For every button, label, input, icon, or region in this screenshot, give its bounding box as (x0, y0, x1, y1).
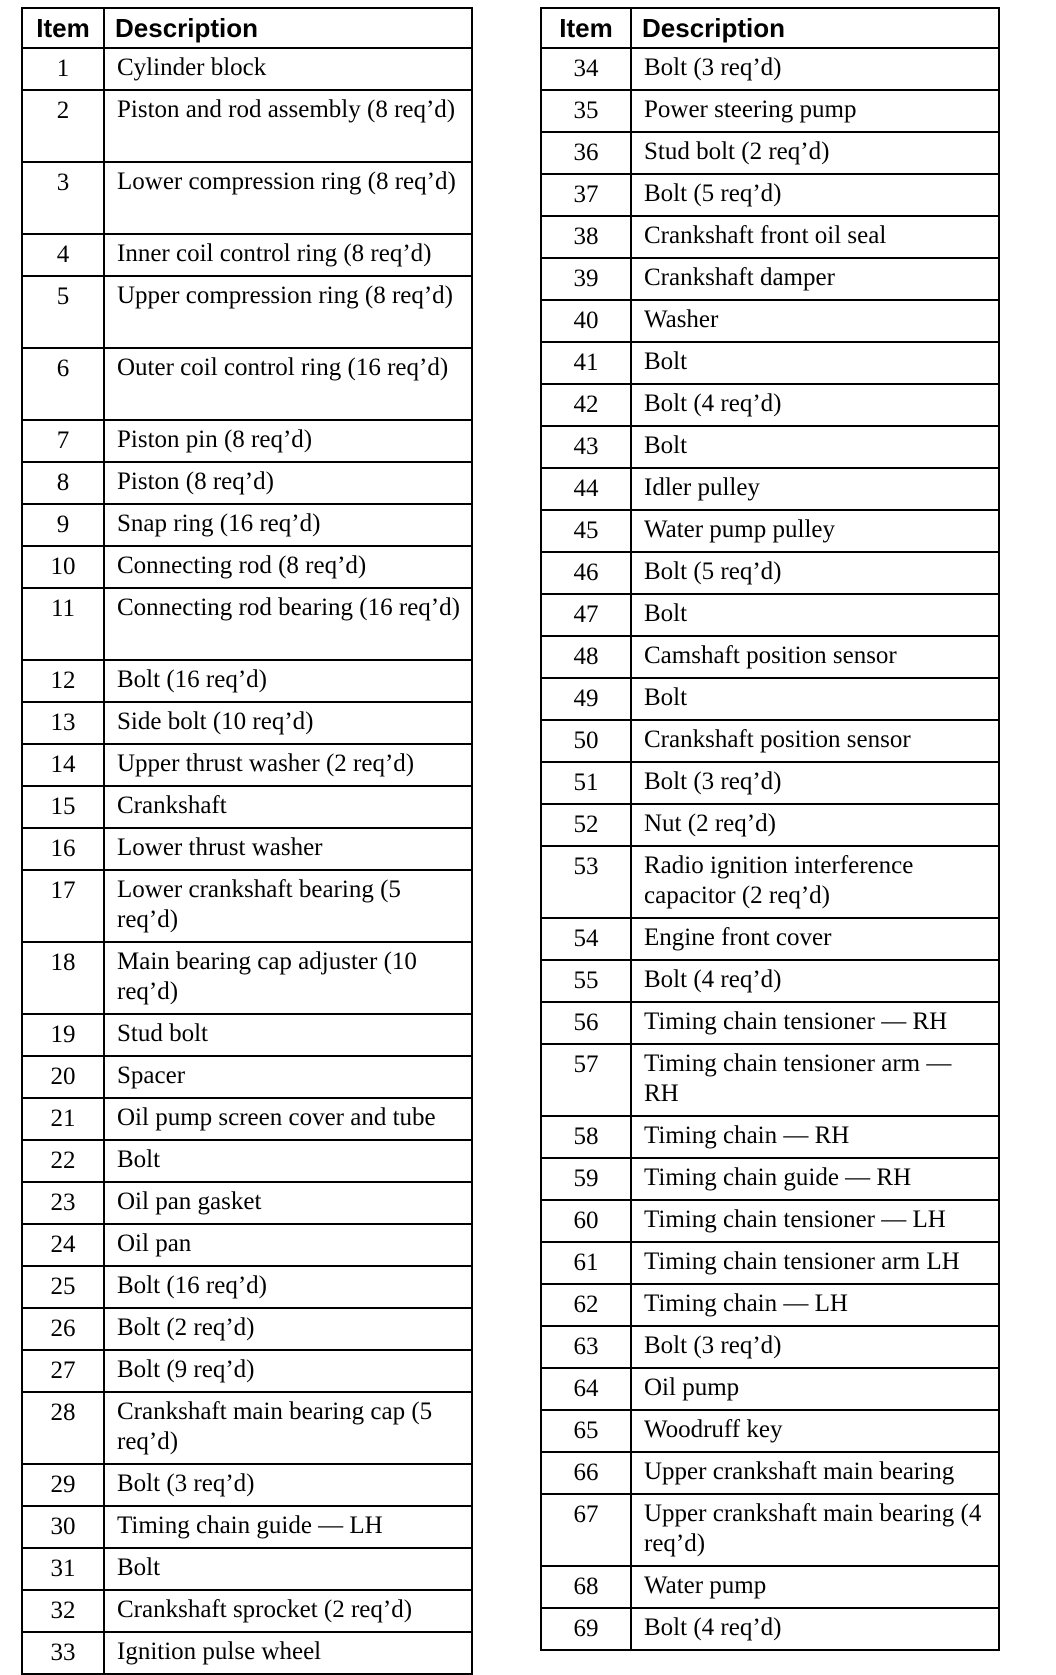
item-number: 66 (541, 1452, 631, 1494)
table-row (22, 702, 472, 744)
item-description: Piston pin (8 req’d) (104, 420, 472, 462)
item-number: 36 (541, 132, 631, 174)
item-number: 52 (541, 804, 631, 846)
parts-table-left (21, 7, 473, 1675)
table-row (22, 1632, 472, 1674)
item-number: 27 (22, 1350, 104, 1392)
item-description: Camshaft position sensor (631, 636, 999, 678)
item-description: Bolt (4 req’d) (631, 960, 999, 1002)
table-row (22, 942, 472, 1014)
table-row (541, 1566, 999, 1608)
item-description: Cylinder block (104, 48, 472, 90)
item-description: Lower thrust washer (104, 828, 472, 870)
item-description: Woodruff key (631, 1410, 999, 1452)
item-description: Side bolt (10 req’d) (104, 702, 472, 744)
table-row (541, 1410, 999, 1452)
item-number: 22 (22, 1140, 104, 1182)
table-row (22, 48, 472, 90)
header-description: Description (104, 8, 472, 48)
item-number: 2 (22, 90, 104, 162)
item-description: Bolt (3 req’d) (104, 1464, 472, 1506)
table-row (22, 162, 472, 234)
item-number: 69 (541, 1608, 631, 1650)
item-description: Timing chain tensioner — RH (631, 1002, 999, 1044)
item-description: Nut (2 req’d) (631, 804, 999, 846)
table-row (22, 420, 472, 462)
item-number: 25 (22, 1266, 104, 1308)
item-description: Lower crankshaft bearing (5 req’d) (104, 870, 472, 942)
table-row (541, 1002, 999, 1044)
table-row (22, 1182, 472, 1224)
item-description: Bolt (631, 678, 999, 720)
item-number: 46 (541, 552, 631, 594)
table-row (541, 216, 999, 258)
item-description: Bolt (631, 342, 999, 384)
table-row (541, 636, 999, 678)
item-description: Bolt (9 req’d) (104, 1350, 472, 1392)
table-row (541, 1368, 999, 1410)
item-number: 30 (22, 1506, 104, 1548)
item-number: 19 (22, 1014, 104, 1056)
item-description: Crankshaft (104, 786, 472, 828)
item-number: 58 (541, 1116, 631, 1158)
item-number: 41 (541, 342, 631, 384)
item-number: 59 (541, 1158, 631, 1200)
table-row (22, 348, 472, 420)
table-row (541, 720, 999, 762)
table-row (22, 1056, 472, 1098)
table-row (541, 762, 999, 804)
table-row (22, 90, 472, 162)
table-row (22, 1266, 472, 1308)
item-number: 24 (22, 1224, 104, 1266)
item-description: Water pump (631, 1566, 999, 1608)
item-number: 18 (22, 942, 104, 1014)
parts-table-right (540, 7, 1000, 1651)
item-number: 37 (541, 174, 631, 216)
table-row (22, 1506, 472, 1548)
table-row (541, 1158, 999, 1200)
table-row (541, 1284, 999, 1326)
item-description: Oil pump (631, 1368, 999, 1410)
table-row (541, 1200, 999, 1242)
table-row (541, 510, 999, 552)
table-row (541, 1044, 999, 1116)
item-description: Upper compression ring (8 req’d) (104, 276, 472, 348)
item-number: 31 (22, 1548, 104, 1590)
item-number: 55 (541, 960, 631, 1002)
item-number: 4 (22, 234, 104, 276)
item-number: 1 (22, 48, 104, 90)
table-row (541, 594, 999, 636)
item-number: 23 (22, 1182, 104, 1224)
item-description: Oil pan gasket (104, 1182, 472, 1224)
table-row (22, 828, 472, 870)
item-number: 68 (541, 1566, 631, 1608)
item-number: 26 (22, 1308, 104, 1350)
table-row (22, 744, 472, 786)
item-number: 65 (541, 1410, 631, 1452)
table-row (541, 300, 999, 342)
table-row (541, 1494, 999, 1566)
table-row (541, 468, 999, 510)
item-description: Piston (8 req’d) (104, 462, 472, 504)
item-description: Bolt (3 req’d) (631, 762, 999, 804)
parts-list-right (541, 48, 999, 1650)
item-description: Timing chain tensioner — LH (631, 1200, 999, 1242)
item-number: 35 (541, 90, 631, 132)
item-number: 67 (541, 1494, 631, 1566)
table-row (541, 1452, 999, 1494)
table-row (22, 1224, 472, 1266)
item-number: 6 (22, 348, 104, 420)
item-description: Upper thrust washer (2 req’d) (104, 744, 472, 786)
table-row (541, 90, 999, 132)
item-number: 13 (22, 702, 104, 744)
item-description: Bolt (5 req’d) (631, 174, 999, 216)
item-number: 17 (22, 870, 104, 942)
item-description: Bolt (631, 594, 999, 636)
table-row (22, 504, 472, 546)
table-row (22, 660, 472, 702)
table-row (22, 1590, 472, 1632)
item-number: 62 (541, 1284, 631, 1326)
item-description: Outer coil control ring (16 req’d) (104, 348, 472, 420)
item-number: 10 (22, 546, 104, 588)
item-number: 57 (541, 1044, 631, 1116)
item-number: 40 (541, 300, 631, 342)
table-row (22, 786, 472, 828)
item-number: 38 (541, 216, 631, 258)
item-description: Timing chain — RH (631, 1116, 999, 1158)
item-number: 9 (22, 504, 104, 546)
item-number: 63 (541, 1326, 631, 1368)
item-description: Bolt (16 req’d) (104, 660, 472, 702)
parts-list-left (22, 48, 472, 1674)
item-description: Main bearing cap adjuster (10 req’d) (104, 942, 472, 1014)
table-row (22, 1350, 472, 1392)
item-number: 60 (541, 1200, 631, 1242)
item-description: Bolt (5 req’d) (631, 552, 999, 594)
item-number: 14 (22, 744, 104, 786)
item-description: Bolt (104, 1548, 472, 1590)
table-row (541, 804, 999, 846)
item-description: Oil pump screen cover and tube (104, 1098, 472, 1140)
item-number: 48 (541, 636, 631, 678)
item-description: Power steering pump (631, 90, 999, 132)
item-number: 47 (541, 594, 631, 636)
item-description: Inner coil control ring (8 req’d) (104, 234, 472, 276)
item-description: Timing chain tensioner arm — RH (631, 1044, 999, 1116)
header-row (22, 8, 472, 48)
table-row (22, 588, 472, 660)
item-number: 20 (22, 1056, 104, 1098)
table-row (541, 1608, 999, 1650)
item-description: Oil pan (104, 1224, 472, 1266)
item-number: 56 (541, 1002, 631, 1044)
item-number: 53 (541, 846, 631, 918)
item-description: Ignition pulse wheel (104, 1632, 472, 1674)
item-number: 7 (22, 420, 104, 462)
item-description: Piston and rod assembly (8 req’d) (104, 90, 472, 162)
table-row (22, 1392, 472, 1464)
item-description: Timing chain — LH (631, 1284, 999, 1326)
item-number: 15 (22, 786, 104, 828)
item-description: Water pump pulley (631, 510, 999, 552)
item-description: Crankshaft position sensor (631, 720, 999, 762)
item-number: 44 (541, 468, 631, 510)
item-number: 39 (541, 258, 631, 300)
item-number: 11 (22, 588, 104, 660)
table-row (541, 174, 999, 216)
item-number: 61 (541, 1242, 631, 1284)
item-description: Crankshaft front oil seal (631, 216, 999, 258)
item-description: Bolt (631, 426, 999, 468)
item-number: 42 (541, 384, 631, 426)
item-number: 33 (22, 1632, 104, 1674)
item-description: Bolt (4 req’d) (631, 1608, 999, 1650)
item-number: 5 (22, 276, 104, 348)
item-number: 28 (22, 1392, 104, 1464)
item-description: Idler pulley (631, 468, 999, 510)
table-row (541, 132, 999, 174)
table-row (541, 258, 999, 300)
table-row (541, 918, 999, 960)
table-row (22, 462, 472, 504)
table-row (22, 1464, 472, 1506)
table-row (541, 426, 999, 468)
item-number: 16 (22, 828, 104, 870)
item-description: Bolt (16 req’d) (104, 1266, 472, 1308)
header-item: Item (22, 8, 104, 48)
header-description: Description (631, 8, 999, 48)
item-description: Connecting rod (8 req’d) (104, 546, 472, 588)
table-row (541, 48, 999, 90)
item-number: 54 (541, 918, 631, 960)
table-row (22, 870, 472, 942)
item-description: Stud bolt (2 req’d) (631, 132, 999, 174)
table-row (22, 1098, 472, 1140)
item-description: Bolt (104, 1140, 472, 1182)
header-item: Item (541, 8, 631, 48)
item-description: Bolt (3 req’d) (631, 1326, 999, 1368)
table-row (541, 384, 999, 426)
table-row (541, 1326, 999, 1368)
table-row (22, 1548, 472, 1590)
item-description: Radio ignition interference capacitor (2 req’d) (631, 846, 999, 918)
table-row (22, 1014, 472, 1056)
item-description: Washer (631, 300, 999, 342)
item-number: 49 (541, 678, 631, 720)
item-number: 34 (541, 48, 631, 90)
item-description: Lower compression ring (8 req’d) (104, 162, 472, 234)
table-row (541, 342, 999, 384)
item-number: 12 (22, 660, 104, 702)
table-row (541, 678, 999, 720)
item-number: 29 (22, 1464, 104, 1506)
item-description: Timing chain tensioner arm LH (631, 1242, 999, 1284)
item-description: Engine front cover (631, 918, 999, 960)
item-description: Stud bolt (104, 1014, 472, 1056)
item-description: Crankshaft main bearing cap (5 req’d) (104, 1392, 472, 1464)
table-row (541, 960, 999, 1002)
item-number: 43 (541, 426, 631, 468)
item-number: 51 (541, 762, 631, 804)
item-number: 50 (541, 720, 631, 762)
item-number: 8 (22, 462, 104, 504)
item-number: 64 (541, 1368, 631, 1410)
item-number: 21 (22, 1098, 104, 1140)
table-row (541, 1242, 999, 1284)
table-row (541, 846, 999, 918)
item-description: Timing chain guide — RH (631, 1158, 999, 1200)
item-description: Upper crankshaft main bearing (631, 1452, 999, 1494)
item-description: Upper crankshaft main bearing (4 req’d) (631, 1494, 999, 1566)
item-description: Crankshaft damper (631, 258, 999, 300)
table-row (22, 1140, 472, 1182)
table-row (22, 1308, 472, 1350)
item-description: Crankshaft sprocket (2 req’d) (104, 1590, 472, 1632)
item-description: Connecting rod bearing (16 req’d) (104, 588, 472, 660)
item-description: Timing chain guide — LH (104, 1506, 472, 1548)
item-description: Bolt (2 req’d) (104, 1308, 472, 1350)
item-number: 45 (541, 510, 631, 552)
item-description: Spacer (104, 1056, 472, 1098)
table-row (22, 546, 472, 588)
header-row (541, 8, 999, 48)
table-row (22, 234, 472, 276)
item-description: Bolt (3 req’d) (631, 48, 999, 90)
item-number: 3 (22, 162, 104, 234)
table-row (541, 1116, 999, 1158)
item-description: Bolt (4 req’d) (631, 384, 999, 426)
item-description: Snap ring (16 req’d) (104, 504, 472, 546)
table-row (541, 552, 999, 594)
item-number: 32 (22, 1590, 104, 1632)
table-row (22, 276, 472, 348)
